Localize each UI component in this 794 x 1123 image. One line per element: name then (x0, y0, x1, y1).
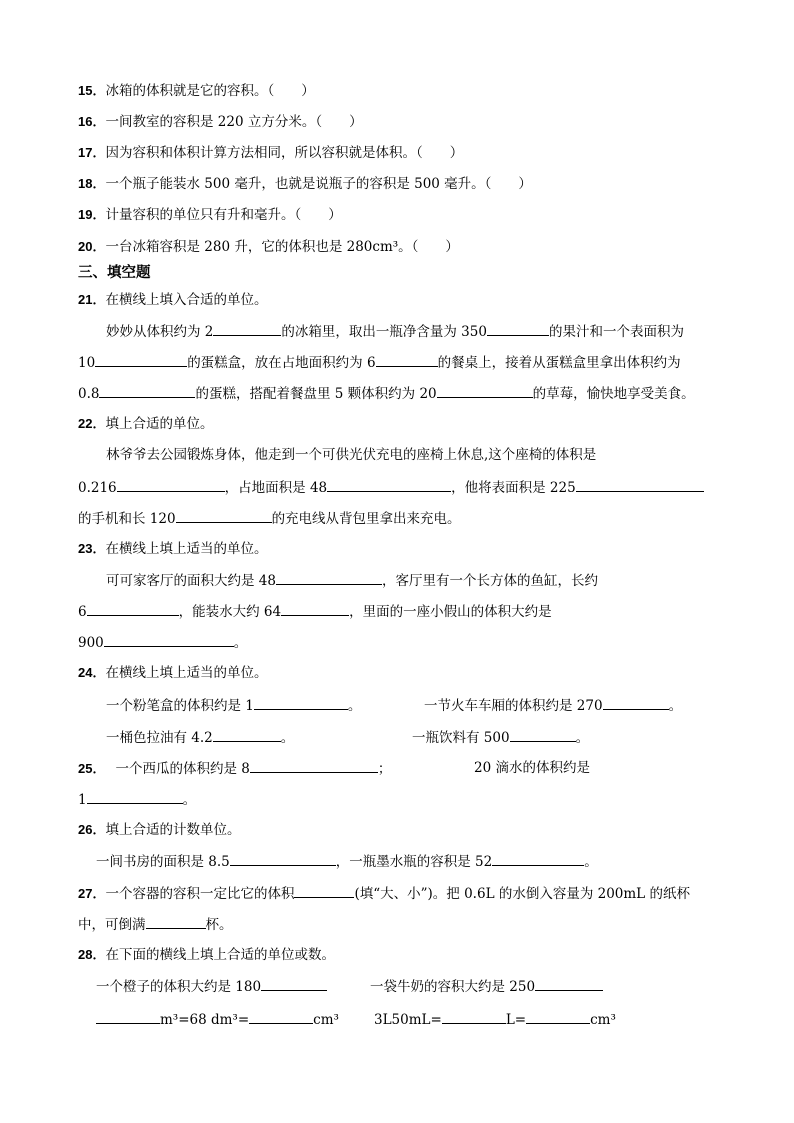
answer-blank[interactable] (603, 696, 669, 710)
answer-blank[interactable] (442, 1010, 506, 1024)
answer-blank[interactable] (492, 852, 584, 866)
text: 。 (233, 635, 248, 651)
text: 中，可倒满 (78, 917, 146, 933)
text: 3L50mL= (374, 1012, 442, 1028)
q23-line1 (106, 571, 598, 590)
question-number: 17． (78, 145, 106, 160)
question-number: 20． (78, 239, 106, 254)
text: 一袋牛奶的容积大约是 250 (370, 979, 536, 995)
question-number: 15． (78, 83, 106, 98)
question-number: 23． (78, 541, 106, 556)
question-text: 一个瓶子能装水 500 毫升，也就是说瓶子的容积是 500 毫升。（ ） (105, 176, 532, 192)
q22-line1: 林爷爷去公园锻炼身体，他走到一个可供光伏充电的座椅上休息,这个座椅的体积是 (106, 447, 597, 463)
text: cm³ (313, 1012, 339, 1028)
q25-line2 (78, 790, 196, 809)
q27-line2 (78, 915, 233, 934)
text: 的冰箱里，取出一瓶净含量为 350 (281, 324, 487, 340)
question-text: 填上合适的计数单位。 (105, 822, 241, 838)
text: 可可家客厅的面积大约是 48 (106, 573, 276, 589)
question-16 (78, 113, 363, 131)
question-number: 21． (78, 292, 106, 307)
answer-blank[interactable] (294, 884, 354, 898)
text: 一节火车车厢的体积约是 270 (424, 698, 603, 714)
answer-blank[interactable] (250, 759, 378, 773)
answer-blank[interactable] (249, 1010, 313, 1024)
answer-blank[interactable] (261, 977, 327, 991)
text: 。 (182, 792, 197, 808)
question-28-title (78, 946, 335, 964)
text: 。 (668, 698, 683, 714)
text: 0.8 (78, 386, 100, 402)
text: 一间书房的面积是 8.5 (96, 854, 230, 870)
text: 的蛋糕盒，放在占地面积约为 6 (187, 355, 376, 371)
answer-blank[interactable] (213, 322, 281, 336)
question-21-title (78, 291, 267, 309)
question-number: 26． (78, 822, 106, 837)
text: 10 (78, 355, 96, 371)
answer-blank[interactable] (96, 1010, 160, 1024)
answer-blank[interactable] (104, 633, 234, 647)
answer-blank[interactable] (146, 915, 206, 929)
text: 的果汁和一个表面积为 (548, 324, 684, 340)
text: 一瓶饮料有 500 (412, 730, 510, 746)
q23-line3 (78, 633, 247, 652)
q21-line2 (78, 353, 681, 372)
answer-blank[interactable] (213, 728, 281, 742)
text: 6 (78, 604, 87, 620)
question-text: 因为容积和体积计算方法相同，所以容积就是体积。（ ） (105, 145, 464, 161)
text: (填“大、小”)。把 0.6L 的水倒入容量为 200mL 的纸杯 (354, 886, 690, 902)
question-23-title (78, 540, 267, 558)
section-title: 三、填空题 (78, 264, 151, 281)
answer-blank[interactable] (576, 478, 704, 492)
question-17 (78, 144, 463, 162)
question-text: 一间教室的容积是 220 立方分米。（ ） (105, 114, 363, 130)
text: 一桶色拉油有 4.2 (106, 730, 213, 746)
text: 0.216 (78, 480, 117, 496)
text: 的蛋糕，搭配着餐盘里 5 颗体积约为 20 (195, 386, 437, 402)
q28-item-d (374, 1010, 616, 1029)
answer-blank[interactable] (87, 790, 183, 804)
q25-line1-b: 20 滴水的体积约是 (474, 760, 590, 776)
q22-line3 (78, 509, 461, 528)
text: 的手机和长 120 (78, 511, 176, 527)
text: 。 (280, 730, 295, 746)
answer-blank[interactable] (535, 977, 603, 991)
question-text: 在下面的横线上填上合适的单位或数。 (105, 947, 335, 963)
question-text: 一台冰箱容积是 280 升，它的体积也是 280cm³。（ ） (105, 239, 459, 255)
text: 的充电线从背包里拿出来充电。 (271, 511, 461, 527)
text: 的草莓，愉快地享受美食。 (532, 386, 695, 402)
question-text: 冰箱的体积就是它的容积。（ ） (105, 83, 315, 99)
answer-blank[interactable] (526, 1010, 590, 1024)
text: ，占地面积是 48 (224, 480, 328, 496)
text: ，一瓶墨水瓶的容积是 52 (335, 854, 493, 870)
text: 一个西瓜的体积约是 8 (115, 761, 250, 777)
q24-item-c (106, 728, 294, 747)
text: 1 (78, 792, 87, 808)
answer-blank[interactable] (437, 384, 533, 398)
q25-line1 (78, 759, 391, 778)
text: ，里面的一座小假山的体积大约是 (349, 604, 552, 620)
text: 一个橙子的体积大约是 180 (96, 979, 262, 995)
q27-line1 (78, 884, 690, 903)
question-number: 28． (78, 947, 106, 962)
q21-line3 (78, 384, 695, 403)
answer-blank[interactable] (276, 571, 382, 585)
text: 一个粉笔盒的体积约是 1 (106, 698, 254, 714)
answer-blank[interactable] (254, 696, 348, 710)
question-15 (78, 82, 315, 100)
q21-line1 (106, 322, 684, 341)
answer-blank[interactable] (510, 728, 576, 742)
question-number: 18． (78, 176, 106, 191)
q23-line2 (78, 602, 552, 621)
question-19 (78, 206, 342, 224)
question-22-title (78, 415, 213, 433)
question-text: 在横线上填入合适的单位。 (105, 292, 268, 308)
text: 的餐桌上，接着从蛋糕盒里拿出体积约为 (437, 355, 681, 371)
question-20 (78, 238, 459, 256)
q28-item-c (96, 1010, 339, 1029)
question-26-title (78, 821, 240, 839)
question-number: 22． (78, 416, 106, 431)
text: 。 (347, 698, 362, 714)
text: cm³ (590, 1012, 616, 1028)
text: 。 (575, 730, 590, 746)
answer-blank[interactable] (95, 353, 187, 367)
q28-item-a (96, 977, 327, 996)
question-text: 在横线上填上适当的单位。 (105, 541, 268, 557)
text: ，能装水大约 64 (178, 604, 282, 620)
question-24-title (78, 664, 267, 682)
question-number: 27． (78, 886, 106, 901)
answer-blank[interactable] (281, 602, 349, 616)
q24-item-d (412, 728, 589, 747)
text: L= (505, 1012, 527, 1028)
answer-blank[interactable] (87, 602, 179, 616)
answer-blank[interactable] (99, 384, 195, 398)
text: 妙妙从体积约为 2 (106, 324, 214, 340)
answer-blank[interactable] (327, 478, 451, 492)
answer-blank[interactable] (176, 509, 272, 523)
text: 。 (584, 854, 598, 870)
answer-blank[interactable] (117, 478, 225, 492)
question-text: 在横线上填上适当的单位。 (105, 665, 268, 681)
question-text: 计量容积的单位只有升和毫升。（ ） (105, 207, 342, 223)
text: ，他将表面积是 225 (451, 480, 576, 496)
q24-item-a (106, 696, 361, 715)
question-number: 25． (78, 761, 106, 776)
text: m³=68 dm³= (160, 1012, 250, 1028)
q28-item-b (370, 977, 603, 996)
text: 一个容器的容积一定比它的体积 (105, 886, 295, 902)
answer-blank[interactable] (376, 353, 438, 367)
text: 900 (78, 635, 104, 651)
question-number: 16． (78, 114, 106, 129)
question-text: 填上合适的单位。 (105, 416, 214, 432)
question-number: 24． (78, 665, 106, 680)
text: 杯。 (205, 917, 233, 933)
q26-line1 (96, 852, 598, 871)
question-18 (78, 175, 532, 193)
question-number: 19． (78, 207, 106, 222)
answer-blank[interactable] (487, 322, 549, 336)
q22-line2 (78, 478, 704, 497)
text: ； (377, 761, 392, 777)
answer-blank[interactable] (230, 852, 336, 866)
text: ，客厅里有一个长方体的鱼缸，长约 (381, 573, 598, 589)
q24-item-b (424, 696, 682, 715)
